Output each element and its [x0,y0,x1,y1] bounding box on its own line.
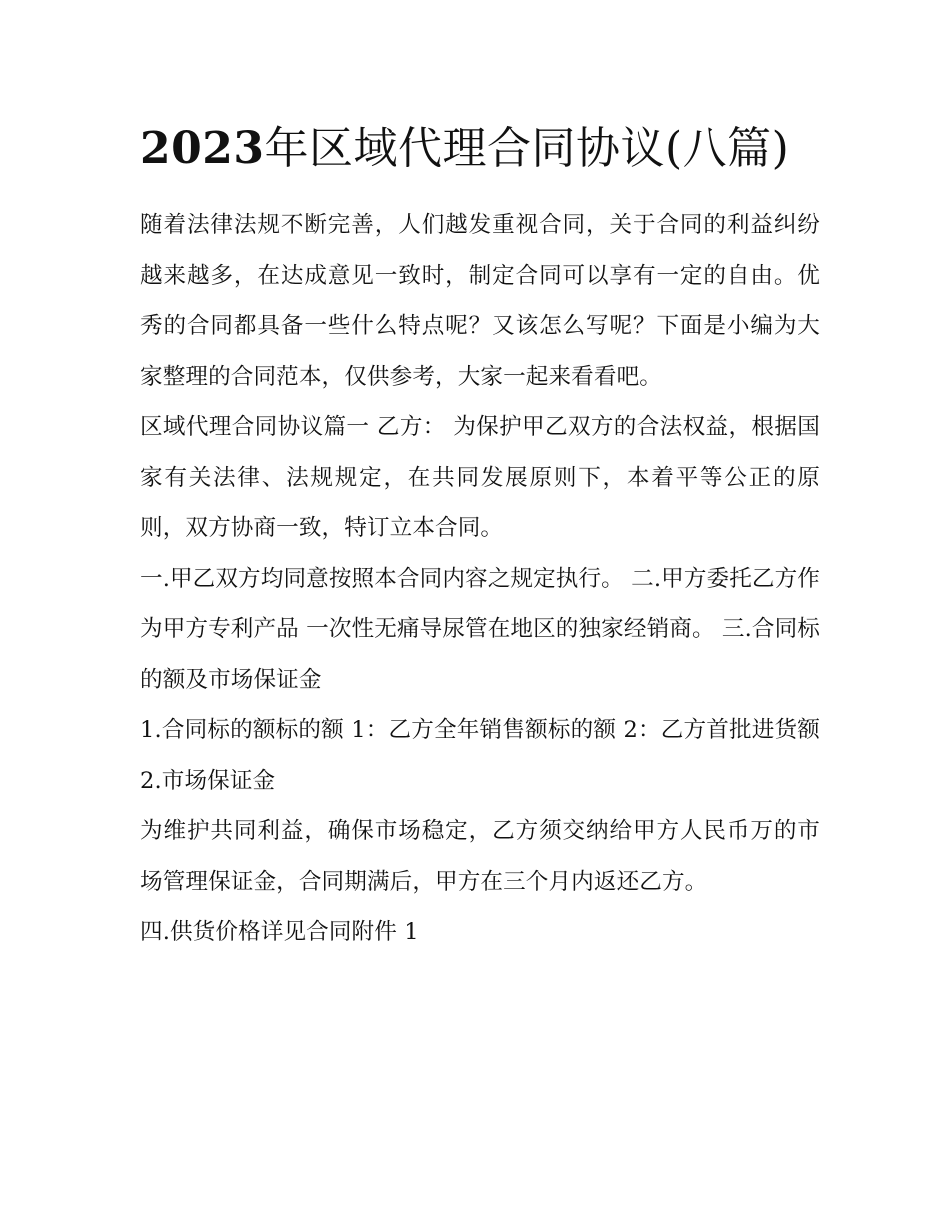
clause-one-two-three-paragraph: 一.甲乙双方均同意按照本合同内容之规定执行。 二.甲方委托乙方作为甲方专利产品 一次性无痛导尿管在地区的独家经销商。 三.合同标的额及市场保证金 [140,565,820,693]
deposit-paragraph: 为维护共同利益，确保市场稳定，乙方须交纳给甲方人民币万的市场管理保证金，合同期满后，甲方在三个月内返还乙方。 [140,818,820,895]
document-title [140,112,820,186]
title-text: 年区域代理合同协议(八篇) [264,123,790,174]
title-year: 2023 [140,123,265,174]
intro-paragraph: 随着法律法规不断完善，人们越发重视合同，关于合同的利益纠纷越来越多，在达成意见一致时，制定合同可以享有一定的自由。优秀的合同都具备一些什么特点呢？又该怎么写呢？下面是小编为大家整理的合同范本，仅供参考，大家一起来看看吧。 [140,212,820,390]
document-page [140,112,820,958]
contract-amount-paragraph: 1.合同标的额标的额 1：乙方全年销售额标的额 2：乙方首批进货额 2.市场保证金 [140,717,820,794]
section-one-paragraph: 区域代理合同协议篇一 乙方： 为保护甲乙双方的合法权益，根据国家有关法律、法规规定，在共同发展原则下，本着平等公正的原则，双方协商一致，特订立本合同。 [140,414,820,541]
supply-price-paragraph: 四.供货价格详见合同附件 1 [140,919,419,945]
